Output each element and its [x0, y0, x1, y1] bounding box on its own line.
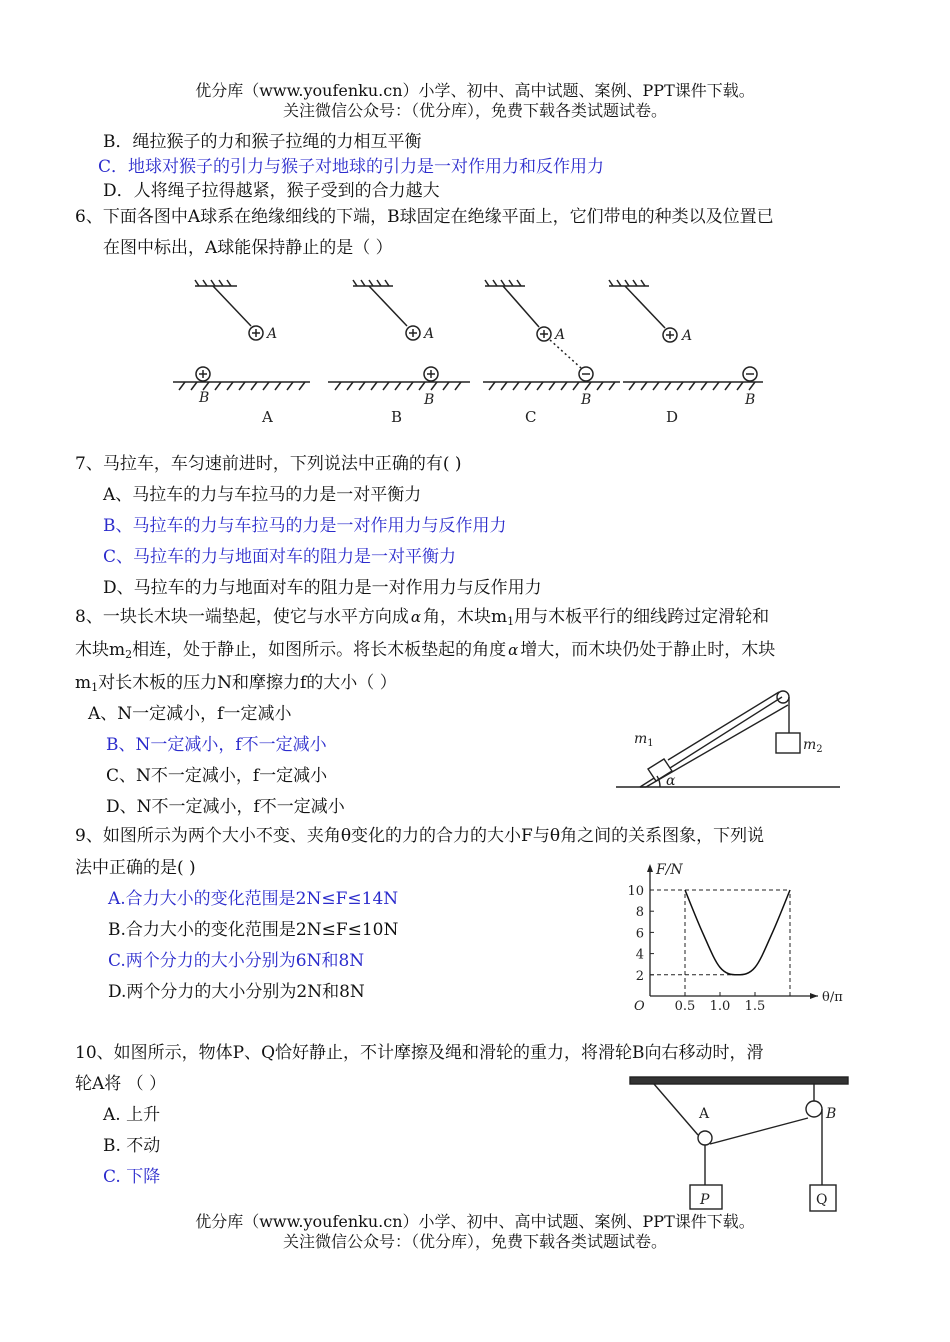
q6-stem-line-1: 6、下面各图中A球系在绝缘细线的下端，B球固定在绝缘平面上，它们带电的种类以及位置已 [75, 207, 774, 227]
q6-a-ball-label-c: A [555, 327, 566, 343]
y-tick-label: 8 [635, 905, 644, 921]
q10-stem-line-2: 轮A将 （ ） [75, 1074, 167, 1094]
x-axis-arrow-icon [810, 993, 818, 999]
q7-option-c: C、马拉车的力与地面对车的阻力是一对平衡力 [103, 547, 457, 567]
y-tick-label: 2 [635, 968, 644, 984]
q10-option-b: B. 不动 [103, 1136, 161, 1156]
svg-text:m2: $m_2$ [803, 737, 823, 755]
q9-stem-line-2: 法中正确的是( ) [75, 858, 196, 878]
y-tick-label: 6 [635, 926, 644, 942]
y-axis-arrow-icon [647, 864, 653, 872]
q5-option-c: C．地球对猴子的引力与猴子对地球的引力是一对作用力和反作用力 [98, 157, 605, 177]
q6-b-ball-label-a: B [199, 390, 210, 406]
q7-option-b: B、马拉车的力与车拉马的力是一对作用力与反作用力 [103, 516, 507, 536]
header-line-1: 优分库（www.youfenku.cn）小学、初中、高中试题、案例、PPT课件下载。 [195, 81, 755, 100]
q10-option-a: A. 上升 [103, 1105, 161, 1125]
q10-pulley-figure [626, 1073, 852, 1218]
q8-stem-line-3: $m_1$对长木板的压力N和摩擦力f的大小（ ） [75, 673, 397, 694]
q6-b-ball-label-d: B [745, 392, 756, 408]
x-tick-label: 0.5 [674, 999, 696, 1014]
q8-option-c: C、N不一定减小，f一定减小 [106, 766, 328, 786]
q7-stem: 7、马拉车，车匀速前进时，下列说法中正确的有( ) [75, 454, 462, 474]
q6-panel-c [483, 280, 620, 390]
q6-a-ball-label-a: A [267, 326, 278, 342]
q10-label-a: A [699, 1106, 710, 1122]
q10-stem-line-1: 10、如图所示，物体P、Q恰好静止，不计摩擦及绳和滑轮的重力，将滑轮B向右移动时，滑 [75, 1043, 764, 1063]
q9-option-b: B.合力大小的变化范围是2N≤F≤10N [108, 920, 399, 940]
q8-label-alpha: α [666, 773, 676, 789]
q9-option-a: A.合力大小的变化范围是2N≤F≤14N [108, 889, 399, 909]
y-axis-label: F/N [656, 862, 683, 878]
q6-b-ball-label-b: B [424, 392, 435, 408]
q6-panel-a [173, 280, 310, 390]
q8-label-m1: m [634, 731, 648, 747]
q6-figure [165, 278, 775, 428]
x-axis-label: θ/π [822, 990, 843, 1005]
q6-panel-label-d: D [666, 408, 679, 426]
q7-option-a: A、马拉车的力与车拉马的力是一对平衡力 [103, 485, 422, 505]
q8-label-m2: m [803, 737, 817, 753]
q6-panel-label-a: A [262, 408, 273, 426]
q9-chart [620, 856, 850, 1016]
q5-option-b: B．绳拉猴子的力和猴子拉绳的力相互平衡 [103, 132, 422, 152]
svg-text:m1: $m_1$ [634, 731, 654, 749]
q6-panel-b [328, 280, 470, 390]
q10-option-c: C. 下降 [103, 1167, 161, 1187]
q7-option-d: D、马拉车的力与地面对车的阻力是一对作用力与反作用力 [103, 578, 542, 598]
x-tick-label: 1.5 [744, 999, 766, 1014]
q8-stem-line-2: 木块$m_2$相连，处于静止，如图所示。将长木板垫起的角度 α 增大，而木块仍处于静止时，木块 [75, 640, 776, 661]
q8-option-b: B、N一定减小，f不一定减小 [106, 735, 327, 755]
q8-option-d: D、N不一定减小，f不一定减小 [106, 797, 345, 817]
q6-stem-line-2: 在图中标出，A球能保持静止的是（ ） [103, 238, 393, 258]
q6-a-ball-label-d: A [682, 328, 693, 344]
q6-b-ball-label-c: B [581, 392, 592, 408]
q9-option-d: D.两个分力的大小分别为2N和8N [108, 982, 365, 1002]
header-line-2: 关注微信公众号：（优分库），免费下载各类试题试卷。 [282, 101, 667, 120]
q6-a-ball-label-b: A [424, 326, 435, 342]
q6-panel-label-b: B [391, 408, 403, 426]
q9-stem-line-1: 9、如图所示为两个大小不变、夹角θ变化的力的合力的大小F与θ角之间的关系图象，下列说 [75, 826, 765, 846]
series-line [685, 890, 790, 975]
q10-label-p: P [700, 1192, 710, 1208]
q9-option-c: C.两个分力的大小分别为6N和8N [108, 951, 365, 971]
x-tick-label: 1.0 [709, 999, 731, 1014]
footer-line-2: 关注微信公众号：（优分库），免费下载各类试题试卷。 [282, 1232, 667, 1251]
q5-option-d: D．人将绳子拉得越紧，猴子受到的合力越大 [103, 181, 440, 201]
q10-label-q: Q [816, 1192, 828, 1208]
y-tick-label: 4 [635, 947, 644, 963]
q10-label-b: B [826, 1106, 837, 1122]
footer-line-1: 优分库（www.youfenku.cn）小学、初中、高中试题、案例、PPT课件下载。 [195, 1212, 755, 1231]
q6-panel-label-c: C [525, 408, 537, 426]
origin-label: O [634, 999, 645, 1014]
q8-stem-line-1: 8、一块长木块一端垫起，使它与水平方向成 α 角，木块$m_1$用与木板平行的细线跨过定滑轮和 [75, 607, 770, 628]
y-tick-label: 10 [627, 884, 644, 899]
q8-incline-figure [612, 683, 844, 795]
q8-option-a: A、N一定减小，f一定减小 [88, 704, 292, 724]
